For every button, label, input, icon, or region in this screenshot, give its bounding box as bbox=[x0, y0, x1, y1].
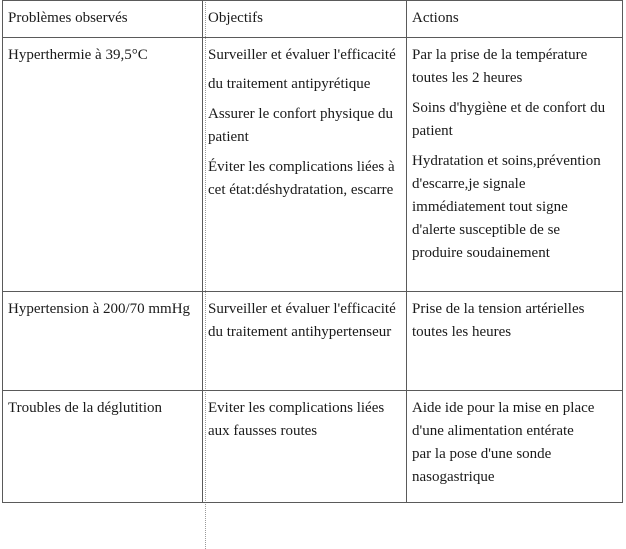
problem-cell bbox=[3, 38, 203, 292]
objective-line: Surveiller et évaluer l'efficacité bbox=[208, 47, 396, 63]
action-line: toutes les heures bbox=[412, 324, 512, 340]
objective-line: patient bbox=[208, 129, 249, 145]
action-line: patient bbox=[412, 123, 453, 139]
objective-line: Surveiller et évaluer l'efficacité bbox=[208, 301, 396, 317]
objectives-cell bbox=[203, 38, 407, 292]
action-line: immédiatement tout signe bbox=[412, 199, 568, 215]
action-line: nasogastrique bbox=[412, 469, 495, 485]
table-row bbox=[3, 391, 623, 503]
problem-text: Hypertension à 200/70 mmHg bbox=[8, 301, 191, 317]
action-line: Par la prise de la température bbox=[412, 47, 588, 63]
actions-cell bbox=[407, 292, 623, 391]
objective-line: cet état:déshydratation, escarre bbox=[208, 182, 394, 198]
header-problemes: Problèmes observés bbox=[3, 1, 203, 38]
action-line: Soins d'hygiène et de confort du bbox=[412, 100, 606, 116]
objective-line: aux fausses routes bbox=[208, 423, 318, 439]
objectives-cell bbox=[203, 292, 407, 391]
header-row bbox=[3, 1, 623, 38]
objective-line: Assurer le confort physique du bbox=[208, 106, 393, 122]
table-row bbox=[3, 38, 623, 292]
care-plan-table bbox=[2, 0, 623, 503]
objective-line: du traitement antipyrétique bbox=[208, 76, 371, 92]
problem-text: Troubles de la déglutition bbox=[8, 400, 163, 416]
action-line: Prise de la tension artérielles bbox=[412, 301, 585, 317]
objective-line: Éviter les complications liées à bbox=[208, 159, 395, 175]
action-line: Hydratation et soins,prévention bbox=[412, 153, 601, 169]
table-row bbox=[3, 292, 623, 391]
action-line: toutes les 2 heures bbox=[412, 70, 523, 86]
objective-line: Eviter les complications liées bbox=[208, 400, 385, 416]
action-line: par la pose d'une sonde bbox=[412, 446, 552, 462]
actions-cell bbox=[407, 391, 623, 503]
action-line: d'escarre,je signale bbox=[412, 176, 526, 192]
objectives-cell bbox=[203, 391, 407, 503]
header-objectifs: Objectifs bbox=[203, 1, 407, 38]
action-line: d'alerte susceptible de se bbox=[412, 222, 561, 238]
objective-line: du traitement antihypertenseur bbox=[208, 324, 392, 340]
problem-cell bbox=[3, 292, 203, 391]
action-line: Aide ide pour la mise en place bbox=[412, 400, 595, 416]
problem-cell bbox=[3, 391, 203, 503]
action-line: produire soudainement bbox=[412, 245, 550, 261]
header-actions: Actions bbox=[407, 1, 623, 38]
action-line: d'une alimentation entérate bbox=[412, 423, 574, 439]
actions-cell bbox=[407, 38, 623, 292]
problem-text: Hyperthermie à 39,5°C bbox=[8, 47, 148, 63]
